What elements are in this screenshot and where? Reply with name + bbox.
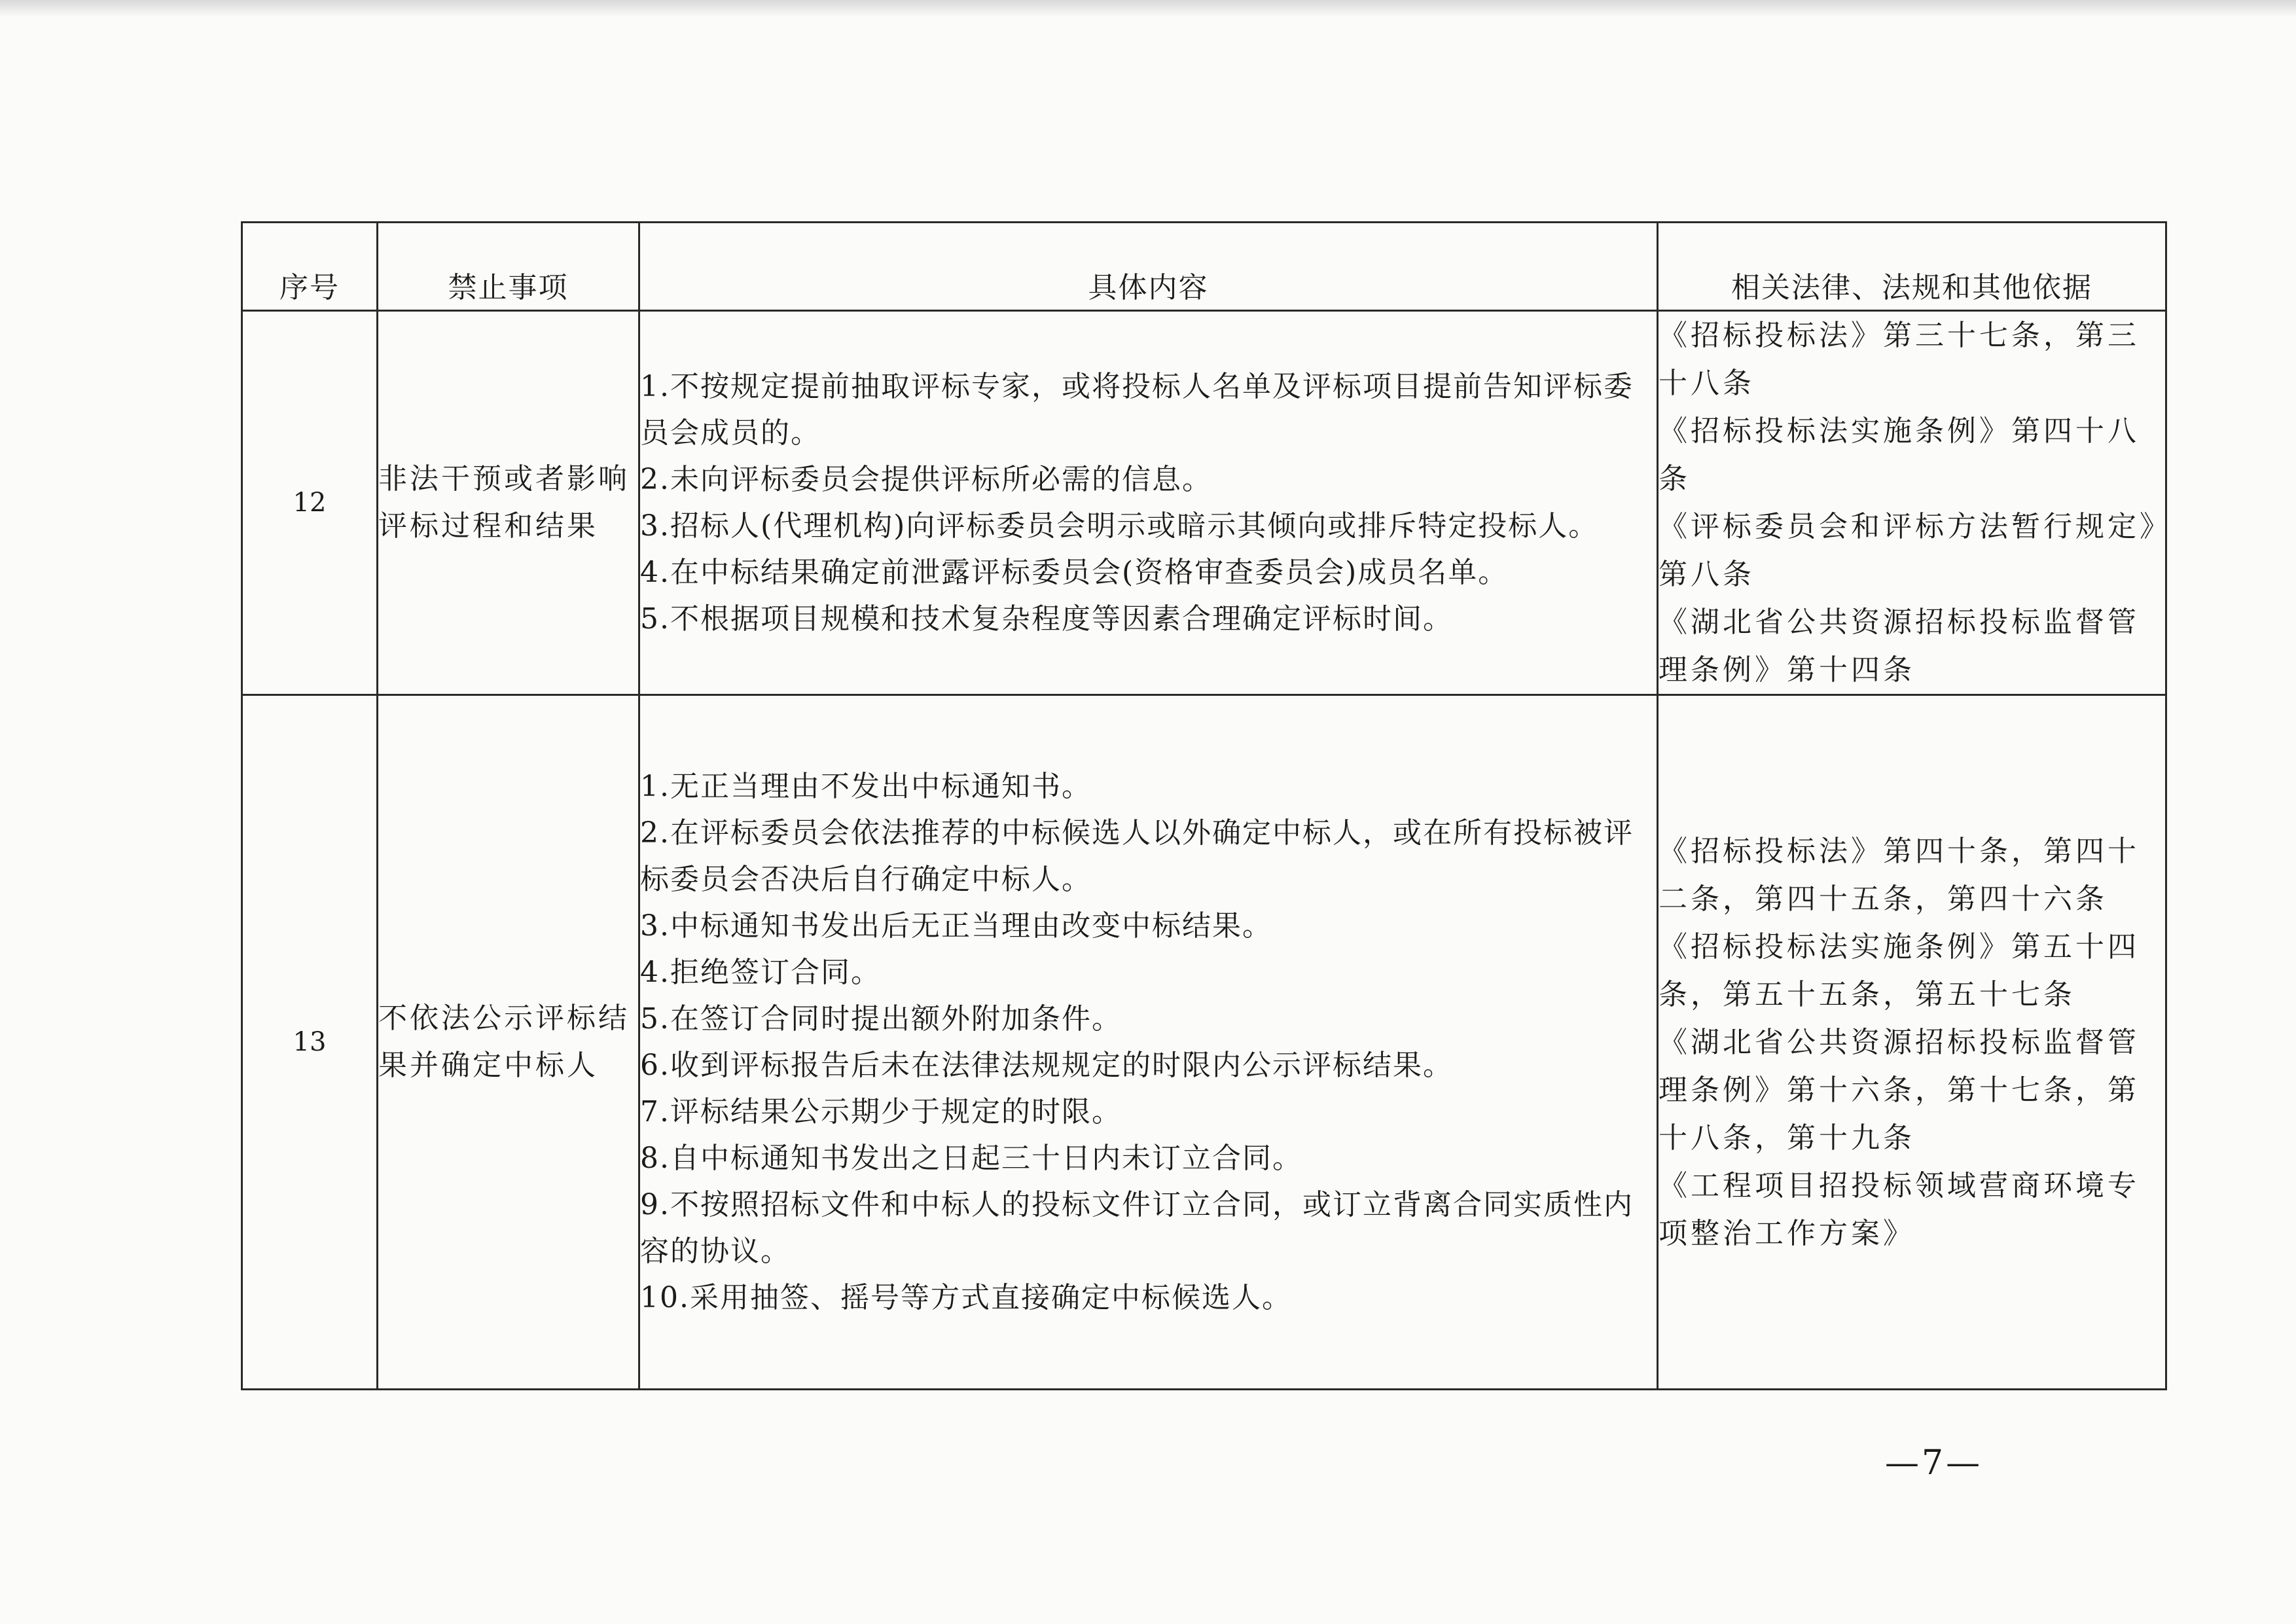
header-seq: 序号 [242, 223, 378, 311]
content-line: 9.不按照招标文件和中标人的投标文件订立合同，或订立背离合同实质性内容的协议。 [640, 1188, 1634, 1268]
table-header-row [242, 223, 2166, 311]
row-legal-basis [1658, 311, 2166, 695]
row-seq: 12 [242, 311, 378, 695]
content-line: 1.不按规定提前抽取评标专家，或将投标人名单及评标项目提前告知评标委员会成员的。 [640, 370, 1634, 450]
basis-line: 《湖北省公共资源招标投标监督管理条例》第十四条 [1659, 605, 2140, 687]
row-legal-basis [1658, 695, 2166, 1390]
content-line: 10.采用抽签、摇号等方式直接确定中标候选人。 [640, 1281, 1292, 1314]
header-prohibited-item: 禁止事项 [378, 223, 639, 311]
basis-line: 《工程项目招投标领域营商环境专项整治工作方案》 [1659, 1168, 2140, 1250]
basis-line: 《招标投标法》第三十七条，第三十八条 [1659, 319, 2140, 400]
prohibited-items-table [241, 221, 2167, 1390]
row-prohibited-item: 非法干预或者影响评标过程和结果 [378, 311, 639, 695]
content-line: 5.不根据项目规模和技术复杂程度等因素合理确定评标时间。 [640, 602, 1453, 636]
table-row [242, 311, 2166, 695]
scan-edge-shadow [0, 0, 2296, 17]
content-line: 5.在签订合同时提出额外附加条件。 [640, 1002, 1122, 1036]
content-line: 1.无正当理由不发出中标通知书。 [640, 770, 1092, 803]
header-legal-basis: 相关法律、法规和其他依据 [1658, 223, 2166, 311]
content-line: 4.拒绝签订合同。 [640, 956, 881, 989]
content-line: 2.未向评标委员会提供评标所必需的信息。 [640, 463, 1212, 496]
table-row [242, 695, 2166, 1390]
content-line: 3.招标人(代理机构)向评标委员会明示或暗示其倾向或排斥特定投标人。 [640, 509, 1599, 543]
content-line: 6.收到评标报告后未在法律法规规定的时限内公示评标结果。 [640, 1049, 1453, 1082]
content-line: 3.中标通知书发出后无正当理由改变中标结果。 [640, 909, 1272, 943]
content-line: 7.评标结果公示期少于规定的时限。 [640, 1095, 1122, 1128]
row-content [639, 695, 1658, 1390]
page-number: —7— [1885, 1443, 1983, 1483]
row-seq: 13 [242, 695, 378, 1390]
content-line: 2.在评标委员会依法推荐的中标候选人以外确定中标人，或在所有投标被评标委员会否决后自行确定中标人。 [640, 816, 1634, 896]
basis-line: 《湖北省公共资源招标投标监督管理条例》第十六条，第十七条，第十八条，第十九条 [1659, 1025, 2140, 1155]
row-content [639, 311, 1658, 695]
basis-line: 《招标投标法》第四十条，第四十二条，第四十五条，第四十六条 [1659, 834, 2140, 916]
basis-line: 《评标委员会和评标方法暂行规定》第八条 [1659, 510, 2157, 591]
content-line: 4.在中标结果确定前泄露评标委员会(资格审查委员会)成员名单。 [640, 556, 1509, 589]
basis-line: 《招标投标法实施条例》第四十八条 [1659, 414, 2140, 496]
content-line: 8.自中标通知书发出之日起三十日内未订立合同。 [640, 1142, 1302, 1175]
header-content: 具体内容 [639, 223, 1658, 311]
basis-line: 《招标投标法实施条例》第五十四条，第五十五条，第五十七条 [1659, 929, 2140, 1011]
row-prohibited-item: 不依法公示评标结果并确定中标人 [378, 695, 639, 1390]
